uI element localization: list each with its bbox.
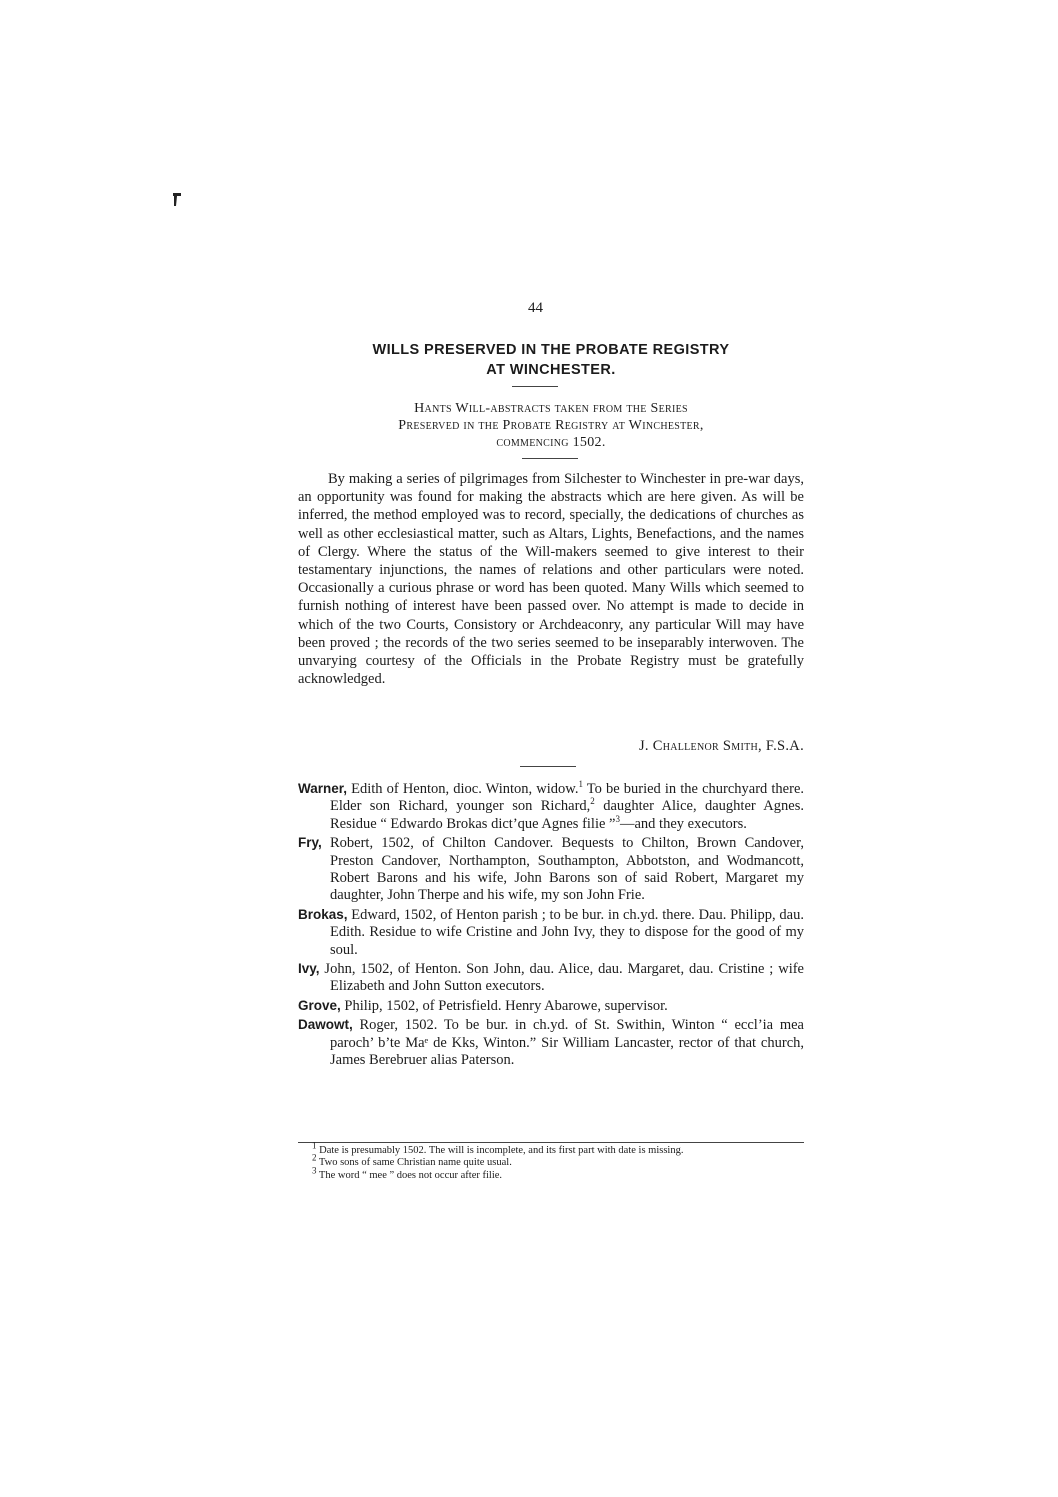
footnote-number: 1	[312, 1140, 317, 1151]
will-entry	[298, 906, 804, 959]
entry-text: Edward, 1502, of Henton parish ; to be bur. in ch.yd. there. Dau. Philipp, dau. Edith. Residue to wife Cristine and John Ivy, they to dispose for the good of my soul.	[330, 906, 804, 958]
footnote-text: The word “ mee ” does not occur after filie.	[316, 1169, 503, 1181]
will-entry	[298, 834, 804, 905]
entry-name: Dawowt,	[298, 1017, 353, 1033]
entry-name: Grove,	[298, 997, 341, 1013]
entry-text: —and they executors.	[620, 815, 747, 832]
footnote-number: 3	[312, 1165, 317, 1176]
footnote-ref: 2	[590, 796, 595, 807]
entry-name: Brokas,	[298, 906, 348, 922]
title-line-1: WILLS PRESERVED IN THE PROBATE REGISTRY	[372, 342, 730, 358]
subtitle-rule	[522, 458, 578, 459]
page-number: 44	[528, 300, 543, 316]
subtitle-line-1: Hants Will-abstracts taken from the Series	[414, 401, 688, 416]
footnote	[298, 1140, 804, 1157]
footnote-text: Date is presumably 1502. The will is incomplete, and its first part with date is missing.	[316, 1145, 684, 1156]
will-entry	[298, 780, 804, 833]
entry-text: Philip, 1502, of Petrisfield. Henry Abarowe, supervisor.	[340, 997, 668, 1014]
entry-text: Robert, 1502, of Chilton Candover. Bequests to Chilton, Brown Candover, Preston Candover, Northampton, Southampton, Abbotston, and Wodmancott, Robert Barons and his wife, John Barons son of said Robert, Margaret my daughter, John Therpe and his wife, my son John Frie.	[321, 835, 804, 904]
subtitle-line-2: Preserved in the Probate Registry at Winchester,	[398, 418, 704, 433]
footnote-text: Two sons of same Christian name quite usual.	[316, 1157, 512, 1169]
entry-text: Roger, 1502. To be bur. in ch.yd. of St. Swithin, Winton “ eccl’ia mea paroch’ b’te Maᵉ de Kks, Winton.” Sir William Lancaster, rector of that church, James Berebruer alias Paterson.	[330, 1017, 804, 1069]
will-entry	[298, 1016, 804, 1069]
entry-name: Ivy,	[298, 961, 320, 977]
subtitle-line-3: commencing 1502.	[496, 435, 606, 450]
footnote-ref: 3	[615, 813, 620, 824]
footnote-ref: 1	[578, 779, 583, 790]
entry-text: John, 1502, of Henton. Son John, dau. Alice, dau. Margaret, dau. Cristine ; wife Elizabeth and John Sutton executors.	[319, 961, 804, 995]
intro-paragraph: By making a series of pilgrimages from Silchester to Winchester in pre-war days, an opportunity was found for making the abstracts which are here given. As will be inferred, the method employed was to record, specially, the dedications of churches as well as other ecclesiastical matter, such as Altars, Lights, Benefactions, and the names of Clergy. Where the status of the Will-makers seemed to give interest to their testamentary injunctions, the names of relations and other particulars were noted. Occasionally a curious phrase or word has been quoted. Many Wills which seemed to furnish nothing of interest have been passed over. No attempt is made to decide in which of the two Courts, Consistory or Archdeaconry, any particular Will may have been proved ; the records of the two series seemed to be inseparably interwoven. The unvarying courtesy of the Officials in the Probate Registry must be gratefully acknowledged.	[298, 471, 804, 688]
entry-text: To be buried in the churchyard there. Elder son Richard, younger son Richard,	[330, 781, 805, 815]
will-entries	[298, 780, 804, 1071]
entry-name: Warner,	[298, 781, 348, 796]
signature-rule	[520, 766, 576, 767]
will-entry	[298, 997, 804, 1015]
author-signature: J. Challenor Smith, F.S.A.	[638, 738, 804, 754]
entry-text: Edith of Henton, dioc. Winton, widow.	[347, 781, 579, 797]
title-line-2: AT WINCHESTER.	[486, 362, 616, 378]
footnotes	[298, 1142, 804, 1182]
footnote	[298, 1165, 804, 1182]
subtitle	[298, 400, 804, 451]
title-rule	[512, 386, 558, 387]
footnote-number: 2	[312, 1152, 317, 1163]
scan-mark	[172, 192, 182, 208]
will-entry	[298, 960, 804, 996]
footnote	[298, 1152, 804, 1169]
entry-name: Fry,	[298, 835, 322, 851]
page-title	[298, 340, 804, 380]
entry-text: daughter Alice, daughter Agnes. Residue “ Edwardo Brokas dict’que Agnes filie ”	[330, 798, 804, 832]
